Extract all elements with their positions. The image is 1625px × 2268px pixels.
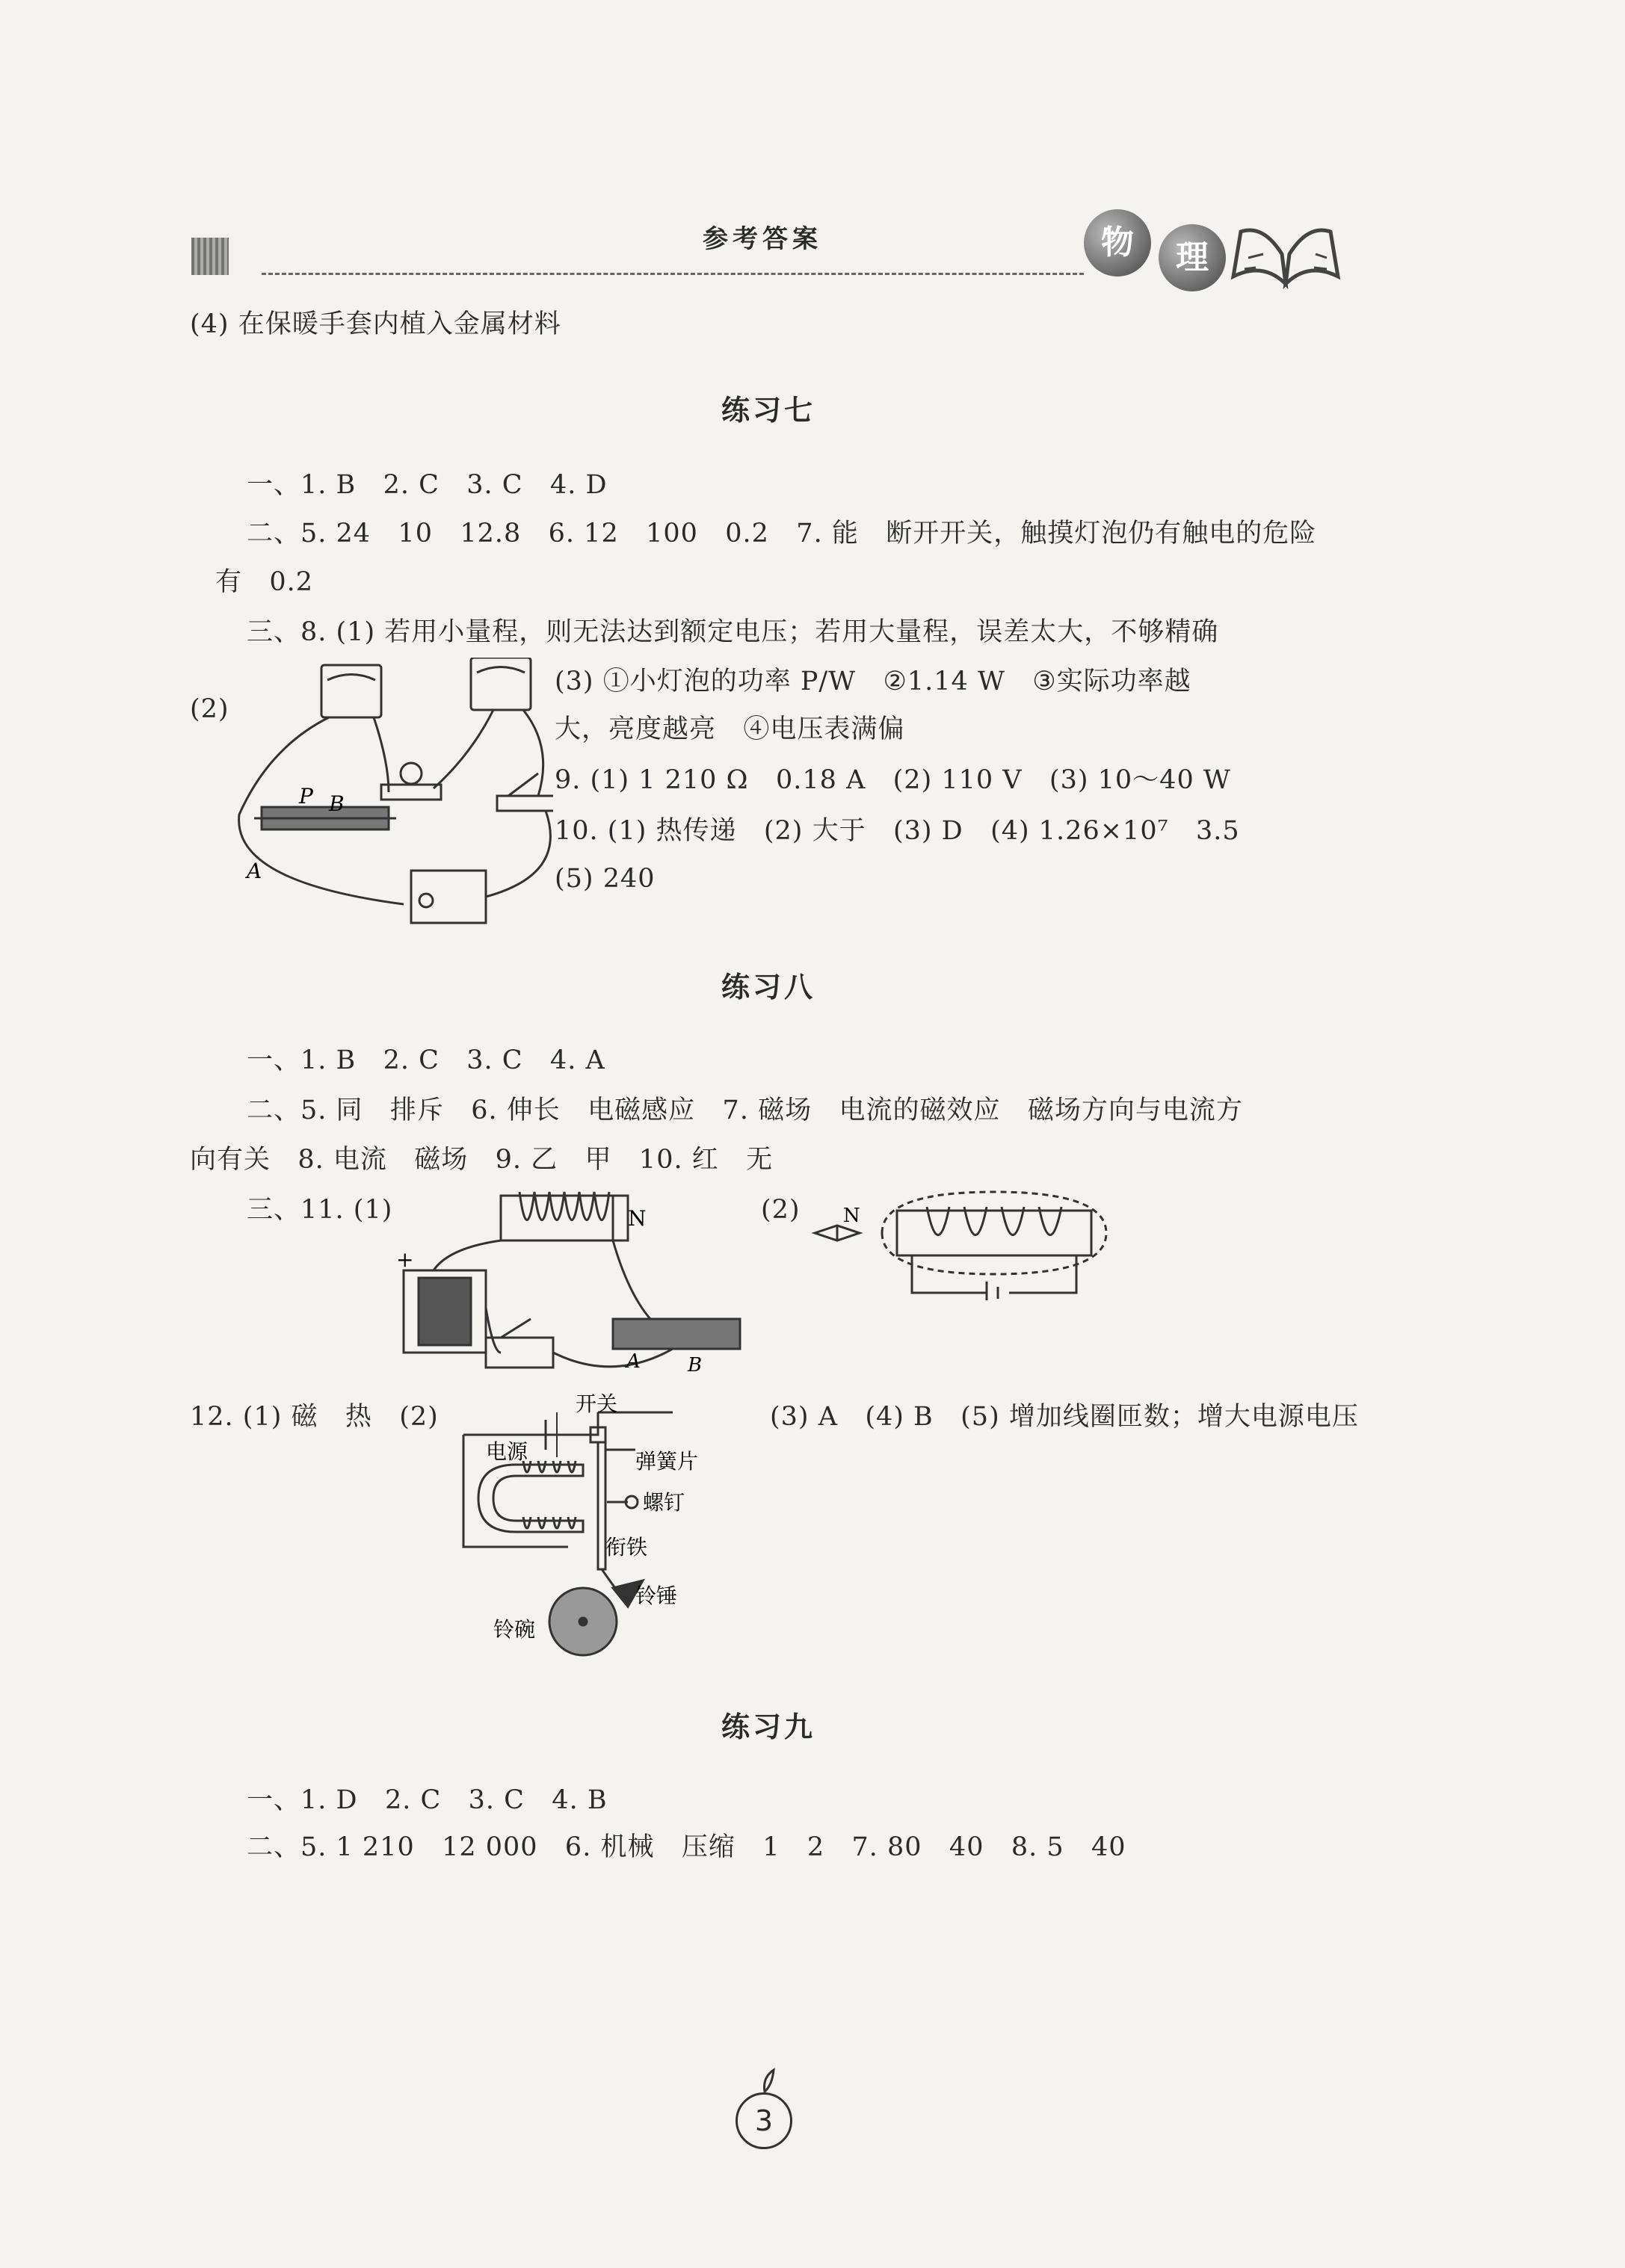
answer-line: 大，亮度越亮 ④电压表满偏 <box>555 714 905 744</box>
answer-line: 三、8. (1) 若用小量程，则无法达到额定电压；若用大量程，误差太大，不够精确 <box>247 617 1219 647</box>
answer-line: 二、5. 1 210 12 000 6. 机械 压缩 1 2 7. 80 40 8. 5 40 <box>247 1832 1126 1862</box>
label-switch: 开关 <box>576 1391 618 1416</box>
electromagnet-figure <box>389 1188 747 1390</box>
label-power: 电源 <box>486 1439 528 1464</box>
answer-line: 二、5. 同 排斥 6. 伸长 电磁感应 7. 磁场 电流的磁效应 磁场方向与电流方 <box>247 1096 1243 1125</box>
label-screw: 螺钉 <box>643 1490 685 1515</box>
section-title-7: 练习七 <box>721 394 816 427</box>
answer-line: 向有关 8. 电流 磁场 9. 乙 甲 10. 红 无 <box>190 1145 774 1175</box>
answer-line: 10. (1) 热传递 (2) 大于 (3) D (4) 1.26×10⁷ 3.5 <box>555 816 1240 846</box>
header-divider <box>262 273 1084 275</box>
figure-label: (2) <box>190 694 229 724</box>
label-B: B <box>329 791 345 816</box>
label-B: B <box>688 1354 703 1376</box>
apple-leaf-icon <box>751 2066 781 2092</box>
answer-line: 一、1. B 2. C 3. C 4. A <box>247 1045 605 1075</box>
subject-badge-2: 理 <box>1159 224 1226 291</box>
label-N: N <box>628 1206 647 1231</box>
answer-line: 三、11. (1) <box>247 1195 393 1225</box>
magnetic-field-figure <box>807 1188 1136 1300</box>
electric-bell-figure <box>448 1390 762 1659</box>
answer-line: (5) 240 <box>555 864 656 894</box>
label-A: A <box>626 1350 641 1373</box>
label-armature: 衔铁 <box>605 1535 648 1560</box>
book-icon <box>1226 209 1345 291</box>
header-decoration <box>191 238 229 275</box>
label-bowl: 铃碗 <box>493 1617 536 1642</box>
answer-line: 有 0.2 <box>215 567 314 597</box>
subject-badge-1: 物 <box>1084 209 1151 276</box>
label-plus: + <box>396 1247 414 1272</box>
answer-line: 二、5. 24 10 12.8 6. 12 100 0.2 7. 能 断开开关，触摸灯泡仍有触电的危险 <box>247 519 1317 549</box>
circuit-figure-1 <box>224 658 553 927</box>
answer-line: (3) ①小灯泡的功率 P/W ②1.14 W ③实际功率越 <box>555 667 1191 696</box>
answer-line: (4) 在保暖手套内植入金属材料 <box>190 309 561 339</box>
label-spring: 弹簧片 <box>635 1449 699 1474</box>
answer-line: 一、1. D 2. C 3. C 4. B <box>247 1785 608 1815</box>
answer-line: 一、1. B 2. C 3. C 4. D <box>247 470 608 500</box>
answer-line: (3) A (4) B (5) 增加线圈匝数；增大电源电压 <box>770 1402 1359 1432</box>
label-hammer: 铃锤 <box>635 1583 678 1608</box>
header-title: 参考答案 <box>703 224 822 254</box>
answer-line: (2) <box>761 1195 801 1225</box>
answer-line: 9. (1) 1 210 Ω 0.18 A (2) 110 V (3) 10～40 W <box>555 765 1231 795</box>
label-P: P <box>299 784 313 809</box>
section-title-8: 练习八 <box>721 971 816 1004</box>
label-A: A <box>247 859 262 883</box>
label-N: N <box>843 1205 860 1227</box>
page-number: 3 <box>736 2092 792 2149</box>
section-title-9: 练习九 <box>721 1711 816 1743</box>
answer-line: 12. (1) 磁 热 (2) <box>190 1402 439 1432</box>
